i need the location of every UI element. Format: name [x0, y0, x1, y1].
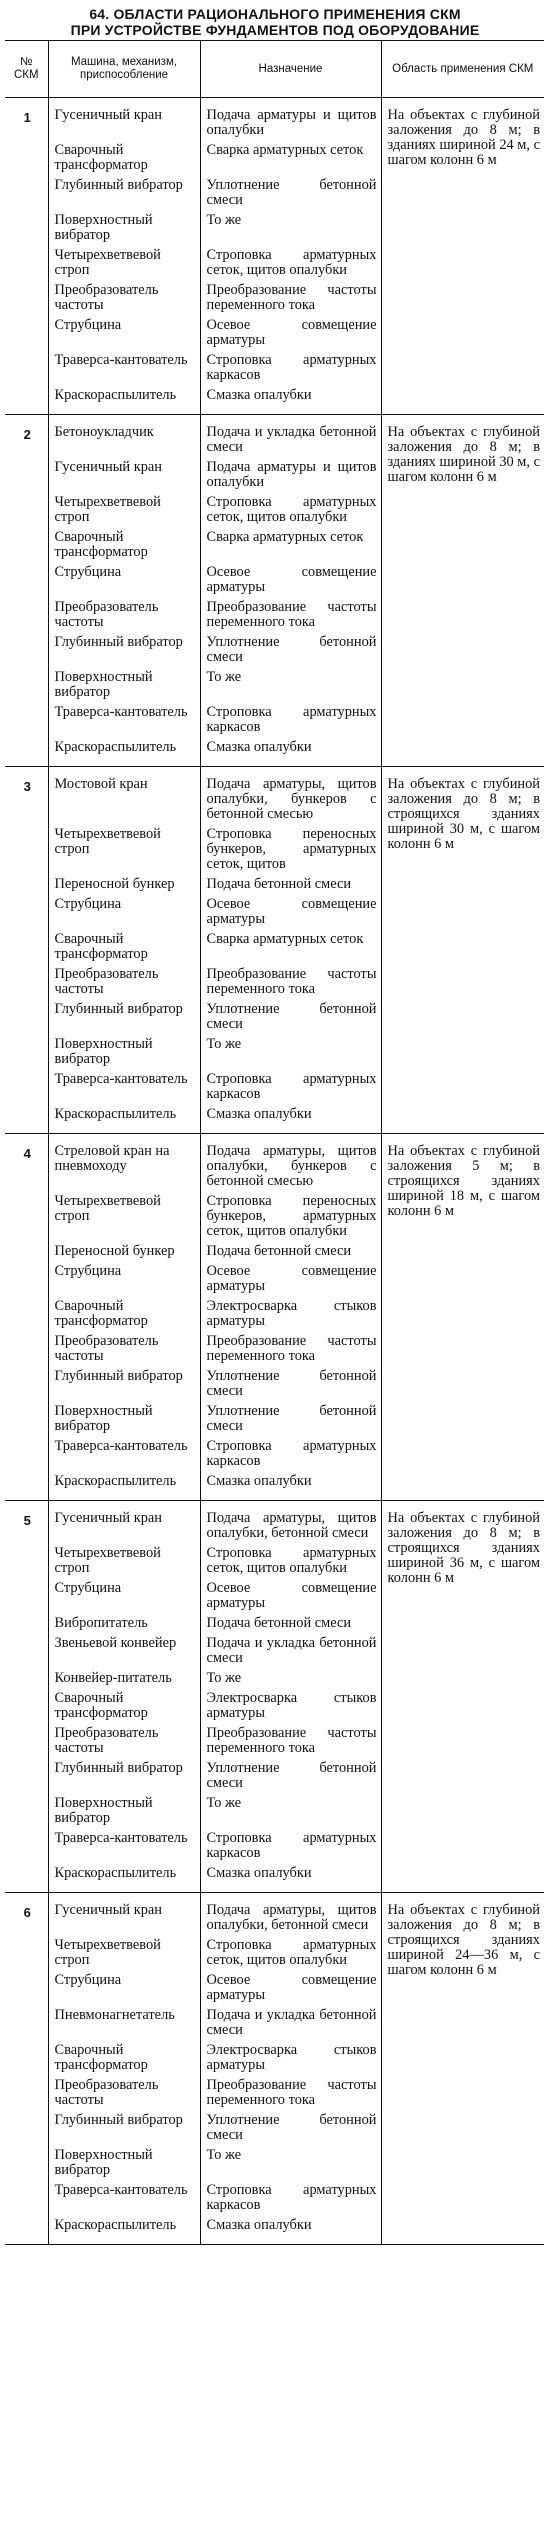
skm-number: 2 — [5, 415, 48, 767]
purpose-item: Смазка опалубки — [206, 739, 312, 755]
purpose-item: Подача и укладка бетонной смеси — [206, 2007, 377, 2038]
table-row — [5, 1893, 544, 2245]
machine-item: Траверса-кантователь — [54, 704, 188, 720]
table-body — [5, 98, 544, 2245]
machine-item: Краскораспылитель — [54, 1473, 177, 1489]
header-area: Область применения СКМ — [381, 41, 544, 98]
machine-item: Поверхностный вибратор — [54, 1795, 153, 1826]
purpose-item: Подача бетонной смеси — [206, 876, 352, 892]
machine-item: Четырехветвевой строп — [54, 1545, 161, 1576]
purpose-item: Преобразование частоты переменного тока — [206, 2077, 377, 2108]
purpose-item: Подача бетонной смеси — [206, 1243, 352, 1259]
purpose-item: Смазка опалубки — [206, 1865, 312, 1881]
machine-item: Траверса-кантователь — [54, 1071, 188, 1087]
machine-item: Преобразователь частоты — [54, 1333, 159, 1364]
machine-item: Сварочный трансформатор — [54, 529, 148, 560]
purpose-item: Смазка опалубки — [206, 1473, 312, 1489]
purpose-item: То же — [206, 1670, 242, 1686]
skm-number: 6 — [5, 1893, 48, 2245]
machine-item: Струбцина — [54, 1580, 122, 1596]
machine-item: Вибропитатель — [54, 1615, 148, 1631]
machine-item: Четырехветвевой строп — [54, 826, 161, 857]
application-area-cell: На объектах с глубиной заложения 5 м; в строящихся зданиях шириной 18 м, с шагом колонн 6 м — [381, 1134, 544, 1501]
machine-item: Краскораспылитель — [54, 739, 177, 755]
purpose-item: То же — [206, 1795, 242, 1811]
skm-number: 3 — [5, 767, 48, 1134]
machine-item: Преобразователь частоты — [54, 1725, 159, 1756]
purpose-item: Строповка арматурных сеток, щитов опалубки — [206, 494, 377, 525]
header-machine: Машина, механизм, приспособление — [48, 41, 200, 98]
purpose-item: Строповка арматурных каркасов — [206, 704, 377, 735]
purpose-item: Осевое совмещение арматуры — [206, 1263, 377, 1294]
application-area-cell: На объектах с глубиной заложения до 8 м; в зданиях шириной 30 м, с шагом колонн 6 м — [381, 415, 544, 767]
machine-item: Глубинный вибратор — [54, 1001, 183, 1017]
machine-item: Гусеничный кран — [54, 107, 163, 123]
purpose-item: Уплотнение бетонной смеси — [206, 1001, 377, 1032]
machine-item: Сварочный трансформатор — [54, 1690, 148, 1721]
purpose-item: Уплотнение бетонной смеси — [206, 2112, 377, 2143]
machine-item: Поверхностный вибратор — [54, 1036, 153, 1067]
machine-item: Траверса-кантователь — [54, 1830, 188, 1846]
machine-item: Краскораспылитель — [54, 1106, 177, 1122]
skm-number: 5 — [5, 1501, 48, 1893]
purpose-item: Сварка арматурных сеток — [206, 931, 364, 947]
machine-item: Стреловой кран на пневмоходу — [54, 1143, 170, 1174]
purpose-cell — [200, 1893, 381, 2245]
purpose-item: Подача и укладка бетонной смеси — [206, 1635, 377, 1666]
machine-cell — [48, 98, 200, 415]
machine-item: Сварочный трансформатор — [54, 1298, 148, 1329]
purpose-item: Уплотнение бетонной смеси — [206, 1760, 377, 1791]
purpose-item: Уплотнение бетонной смеси — [206, 1403, 377, 1434]
purpose-item: Строповка арматурных каркасов — [206, 1438, 377, 1469]
machine-cell — [48, 415, 200, 767]
header-num: № СКМ — [5, 41, 48, 98]
machine-item: Гусеничный кран — [54, 1510, 163, 1526]
machine-item: Преобразователь частоты — [54, 599, 159, 630]
purpose-item: Строповка арматурных каркасов — [206, 1071, 377, 1102]
application-area-cell: На объектах с глубиной заложения до 8 м; в строящихся зданиях шириной 30 м, с шагом колонн 6 м — [381, 767, 544, 1134]
purpose-item: Подача арматуры, щитов опалубки, бетонной смеси — [206, 1510, 377, 1541]
purpose-item: Преобразование частоты переменного тока — [206, 282, 377, 313]
machine-item: Струбцина — [54, 564, 122, 580]
table-title — [0, 6, 550, 38]
application-area-cell: На объектах с глубиной заложения до 8 м; в зданиях шириной 24 м, с шагом колонн 6 м — [381, 98, 544, 415]
table-row — [5, 415, 544, 767]
purpose-item: Подача арматуры, щитов опалубки, бункеров с бетонной смесью — [206, 1143, 377, 1189]
machine-cell — [48, 1134, 200, 1501]
purpose-item: Смазка опалубки — [206, 387, 312, 403]
machine-item: Струбцина — [54, 317, 122, 333]
machine-item: Траверса-кантователь — [54, 352, 188, 368]
purpose-item: Смазка опалубки — [206, 1106, 312, 1122]
machine-item: Преобразователь частоты — [54, 282, 159, 313]
purpose-item: То же — [206, 2147, 242, 2163]
machine-item: Пневмонагнетатель — [54, 2007, 175, 2023]
purpose-item: Уплотнение бетонной смеси — [206, 634, 377, 665]
machine-item: Звеньевой конвейер — [54, 1635, 177, 1651]
table-row — [5, 1501, 544, 1893]
machine-item: Четырехветвевой строп — [54, 1193, 161, 1224]
purpose-item: То же — [206, 669, 242, 685]
machine-item: Струбцина — [54, 896, 122, 912]
machine-item: Переносной бункер — [54, 876, 175, 892]
purpose-item: Подача арматуры, щитов опалубки, бункеров с бетонной смесью — [206, 776, 377, 822]
table-row — [5, 767, 544, 1134]
purpose-item: Строповка арматурных сеток, щитов опалубки — [206, 247, 377, 278]
machine-cell — [48, 767, 200, 1134]
purpose-item: То же — [206, 212, 242, 228]
machine-item: Глубинный вибратор — [54, 1760, 183, 1776]
table-header — [5, 41, 544, 98]
purpose-item: Строповка арматурных сеток, щитов опалубки — [206, 1937, 377, 1968]
machine-item: Гусеничный кран — [54, 459, 163, 475]
table-title-line-1: 64. ОБЛАСТИ РАЦИОНАЛЬНОГО ПРИМЕНЕНИЯ СКМ — [89, 6, 461, 22]
purpose-item: Подача арматуры, щитов опалубки, бетонной смеси — [206, 1902, 377, 1933]
application-area-cell: На объектах с глубиной заложения до 8 м; в строящихся зданиях шириной 24—36 м, с шагом колонн 6 м — [381, 1893, 544, 2245]
purpose-cell — [200, 767, 381, 1134]
machine-item: Мостовой кран — [54, 776, 148, 792]
skm-number: 4 — [5, 1134, 48, 1501]
machine-item: Преобразователь частоты — [54, 966, 159, 997]
purpose-item: Сварка арматурных сеток — [206, 142, 364, 158]
machine-item: Поверхностный вибратор — [54, 212, 153, 243]
machine-item: Краскораспылитель — [54, 1865, 177, 1881]
purpose-item: Осевое совмещение арматуры — [206, 896, 377, 927]
application-area-cell: На объектах с глубиной заложения до 8 м; в строящихся зданиях шириной 36 м, с шагом колонн 6 м — [381, 1501, 544, 1893]
table-title-line-2: ПРИ УСТРОЙСТВЕ ФУНДАМЕНТОВ ПОД ОБОРУДОВАНИЕ — [70, 22, 480, 38]
machine-item: Четырехветвевой строп — [54, 1937, 161, 1968]
machine-item: Глубинный вибратор — [54, 1368, 183, 1384]
machine-item: Краскораспылитель — [54, 387, 177, 403]
purpose-item: Осевое совмещение арматуры — [206, 317, 377, 348]
table-row — [5, 1134, 544, 1501]
machine-item: Поверхностный вибратор — [54, 1403, 153, 1434]
machine-cell — [48, 1501, 200, 1893]
purpose-item: Преобразование частоты переменного тока — [206, 1725, 377, 1756]
purpose-item: Подача и укладка бетонной смеси — [206, 424, 377, 455]
machine-item: Глубинный вибратор — [54, 634, 183, 650]
skm-number: 1 — [5, 98, 48, 415]
purpose-item: Осевое совмещение арматуры — [206, 1972, 377, 2003]
machine-item: Сварочный трансформатор — [54, 142, 148, 173]
machine-item: Траверса-кантователь — [54, 2182, 188, 2198]
purpose-item: Сварка арматурных сеток — [206, 529, 364, 545]
purpose-item: Смазка опалубки — [206, 2217, 312, 2233]
machine-item: Четырехветвевой строп — [54, 494, 161, 525]
machine-item: Сварочный трансформатор — [54, 2042, 148, 2073]
machine-item: Поверхностный вибратор — [54, 669, 153, 700]
machine-item: Траверса-кантователь — [54, 1438, 188, 1454]
purpose-cell — [200, 98, 381, 415]
purpose-item: Уплотнение бетонной смеси — [206, 177, 377, 208]
purpose-item: Преобразование частоты переменного тока — [206, 966, 377, 997]
purpose-item: Подача бетонной смеси — [206, 1615, 352, 1631]
machine-item: Поверхностный вибратор — [54, 2147, 153, 2178]
machine-item: Струбцина — [54, 1972, 122, 1988]
purpose-item: То же — [206, 1036, 242, 1052]
machine-item: Краскораспылитель — [54, 2217, 177, 2233]
purpose-item: Электросварка стыков арматуры — [206, 1298, 377, 1329]
purpose-item: Подача арматуры и щитов опалубки — [206, 459, 377, 490]
header-purpose: Назначение — [200, 41, 381, 98]
machine-item: Бетоноукладчик — [54, 424, 154, 440]
purpose-item: Строповка арматурных каркасов — [206, 2182, 377, 2213]
purpose-item: Строповка переносных бункеров, арматурных сеток, щитов опалубки — [206, 1193, 377, 1239]
machine-item: Преобразователь частоты — [54, 2077, 159, 2108]
machine-item: Глубинный вибратор — [54, 177, 183, 193]
purpose-cell — [200, 1501, 381, 1893]
purpose-item: Преобразование частоты переменного тока — [206, 1333, 377, 1364]
purpose-item: Строповка арматурных сеток, щитов опалубки — [206, 1545, 377, 1576]
purpose-item: Строповка арматурных каркасов — [206, 1830, 377, 1861]
purpose-cell — [200, 1134, 381, 1501]
machine-item: Конвейер-питатель — [54, 1670, 172, 1686]
machine-item: Переносной бункер — [54, 1243, 175, 1259]
purpose-item: Строповка переносных бункеров, арматурных сеток, щитов — [206, 826, 377, 872]
machine-item: Сварочный трансформатор — [54, 931, 148, 962]
machine-cell — [48, 1893, 200, 2245]
machine-item: Струбцина — [54, 1263, 122, 1279]
purpose-item: Строповка арматурных каркасов — [206, 352, 377, 383]
purpose-item: Осевое совмещение арматуры — [206, 1580, 377, 1611]
purpose-cell — [200, 415, 381, 767]
machine-item: Глубинный вибратор — [54, 2112, 183, 2128]
purpose-item: Электросварка стыков арматуры — [206, 1690, 377, 1721]
machine-item: Гусеничный кран — [54, 1902, 163, 1918]
machine-item: Четырехветвевой строп — [54, 247, 161, 278]
purpose-item: Преобразование частоты переменного тока — [206, 599, 377, 630]
purpose-item: Уплотнение бетонной смеси — [206, 1368, 377, 1399]
skm-table — [5, 40, 544, 2245]
purpose-item: Осевое совмещение арматуры — [206, 564, 377, 595]
purpose-item: Электросварка стыков арматуры — [206, 2042, 377, 2073]
table-row — [5, 98, 544, 415]
purpose-item: Подача арматуры и щитов опалубки — [206, 107, 377, 138]
